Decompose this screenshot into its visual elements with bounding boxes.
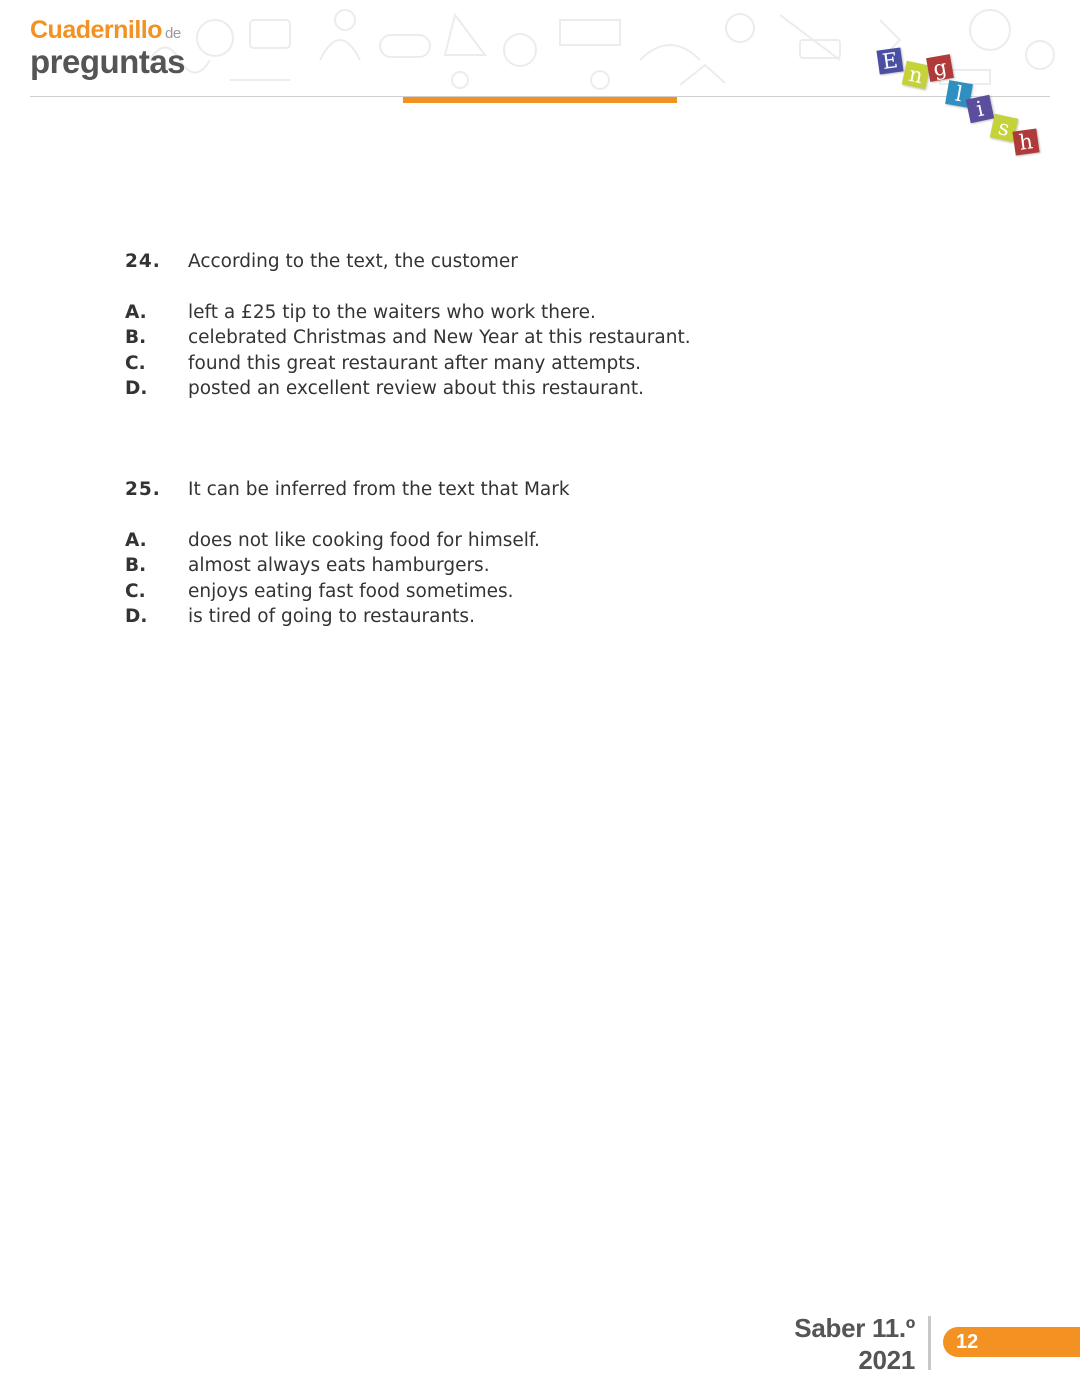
- footer-divider: [928, 1316, 931, 1370]
- option-letter: C.: [125, 580, 146, 602]
- question-row: [0, 477, 1080, 503]
- option-letter: A.: [125, 529, 147, 551]
- answer-option: [0, 351, 1080, 377]
- option-letter: D.: [125, 606, 148, 627]
- answer-option: [0, 528, 1080, 554]
- option-text: posted an excellent review about this restaurant.: [188, 378, 644, 399]
- brand-title: Cuadernillo: [30, 16, 163, 44]
- page-header: [0, 0, 1080, 160]
- option-text: does not like cooking food for himself.: [188, 529, 540, 551]
- question-block: [0, 477, 1080, 630]
- option-text: almost always eats hamburgers.: [188, 555, 490, 576]
- option-letter: B.: [125, 555, 147, 576]
- option-text: enjoys eating fast food sometimes.: [188, 580, 514, 602]
- subject-letter-tile: g: [926, 54, 954, 82]
- page-number: 12: [956, 1331, 979, 1353]
- subject-letter-tile: n: [902, 61, 930, 89]
- answer-option: [0, 376, 1080, 402]
- answer-options: [0, 300, 1080, 402]
- option-text: left a £25 tip to the waiters who work there.: [188, 301, 596, 323]
- question-block: [0, 249, 1080, 402]
- brand-subtitle: preguntas: [30, 43, 186, 80]
- subject-letter-tile: l: [945, 80, 973, 108]
- answer-option: [0, 604, 1080, 630]
- question-number: 24.: [125, 251, 161, 272]
- answer-options: [0, 528, 1080, 630]
- footer-title: [794, 1312, 915, 1376]
- question-stem: It can be inferred from the text that Mark: [188, 479, 570, 500]
- option-letter: B.: [125, 327, 147, 348]
- option-text: celebrated Christmas and New Year at this restaurant.: [188, 327, 691, 348]
- subject-letter-tile: i: [966, 95, 994, 123]
- brand-logo: [30, 18, 185, 78]
- answer-option: [0, 300, 1080, 326]
- option-letter: C.: [125, 352, 146, 374]
- exam-year: 2021: [858, 1345, 915, 1375]
- answer-option: [0, 579, 1080, 605]
- answer-option: [0, 553, 1080, 579]
- question-number: 25.: [125, 479, 161, 500]
- option-letter: A.: [125, 301, 147, 323]
- option-letter: D.: [125, 378, 148, 399]
- question-stem: According to the text, the customer: [188, 251, 518, 272]
- exam-name: Saber 11.º: [794, 1313, 915, 1343]
- subject-letter-tile: s: [990, 114, 1018, 142]
- subject-letter-tile: h: [1012, 128, 1039, 155]
- subject-letter-tile: E: [876, 47, 903, 74]
- option-text: is tired of going to restaurants.: [188, 606, 475, 627]
- question-row: [0, 249, 1080, 275]
- answer-option: [0, 325, 1080, 351]
- header-accent-bar: [403, 97, 677, 103]
- brand-preposition: de: [165, 25, 181, 42]
- option-text: found this great restaurant after many attempts.: [188, 352, 641, 374]
